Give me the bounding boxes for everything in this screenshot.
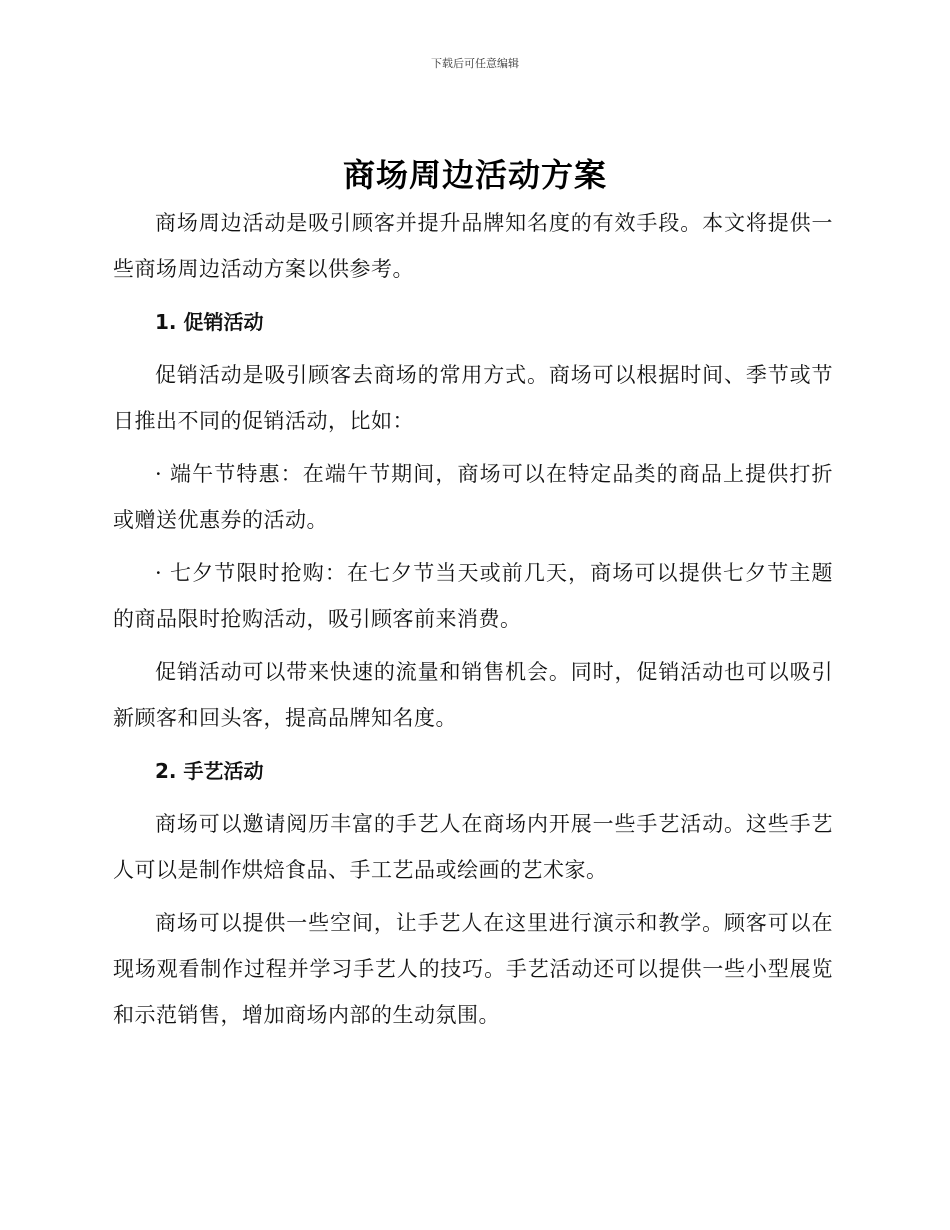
section-2-paragraph-1: 商场可以邀请阅历丰富的手艺人在商场内开展一些手艺活动。这些手艺人可以是制作烘焙食品、手工艺品或绘画的艺术家。 [113, 812, 833, 882]
section-1-bullet-1: · 端午节特惠：在端午节期间，商场可以在特定品类的商品上提供打折或赠送优惠券的活动。 [113, 462, 833, 532]
document-title: 商场周边活动方案 [342, 156, 607, 194]
section-1-paragraph-1: 促销活动是吸引顾客去商场的常用方式。商场可以根据时间、季节或节日推出不同的促销活动，比如： [113, 363, 833, 433]
section-1-paragraph-2: 促销活动可以带来快速的流量和销售机会。同时，促销活动也可以吸引新顾客和回头客，提高品牌知名度。 [113, 660, 833, 730]
section-2-paragraph-2: 商场可以提供一些空间，让手艺人在这里进行演示和教学。顾客可以在现场观看制作过程并学习手艺人的技巧。手艺活动还可以提供一些小型展览和示范销售，增加商场内部的生动氛围。 [113, 911, 833, 1027]
intro-paragraph: 商场周边活动是吸引顾客并提升品牌知名度的有效手段。本文将提供一些商场周边活动方案以供参考。 [113, 211, 833, 281]
section-1-heading: 1. 促销活动 [155, 310, 264, 334]
document-body [113, 200, 833, 1038]
section-1-bullet-2: · 七夕节限时抢购：在七夕节当天或前几天，商场可以提供七夕节主题的商品限时抢购活动，吸引顾客前来消费。 [113, 561, 833, 631]
header-note: 下载后可任意编辑 [431, 57, 519, 70]
section-2-heading: 2. 手艺活动 [155, 759, 264, 783]
